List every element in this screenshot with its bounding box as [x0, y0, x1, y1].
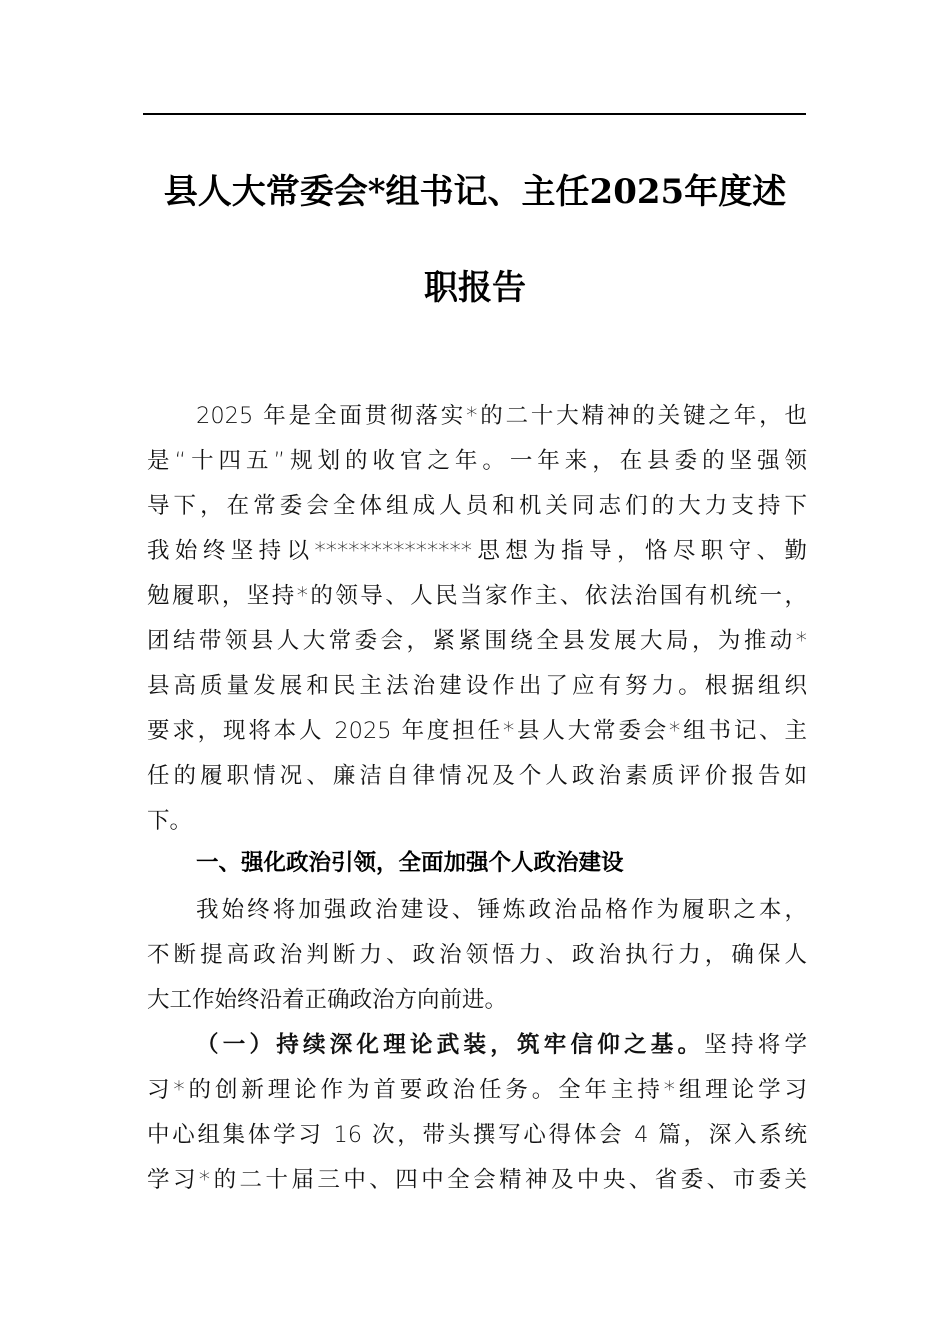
body-line: 中心组集体学习 16 次，带头撰写心得体会 4 篇，深入系统	[147, 1122, 807, 1148]
body-line: 勉履职，坚持*的领导、人民当家作主、依法治国有机统一，	[147, 583, 807, 609]
body-line: 县高质量发展和民主法治建设作出了应有努力。根据组织	[147, 673, 807, 699]
header-rule	[143, 113, 806, 115]
body-line: 我始终坚持以**************思想为指导，恪尽职守、勤	[147, 538, 807, 564]
body-line: 学习*的二十届三中、四中全会精神及中央、省委、市委关	[147, 1167, 807, 1193]
body-line: 任的履职情况、廉洁自律情况及个人政治素质评价报告如	[147, 763, 807, 789]
document-title-line-2: 职报告	[424, 268, 526, 308]
body-line: 是“十四五”规划的收官之年。一年来，在县委的坚强领	[147, 448, 807, 474]
document-title-line-1: 县人大常委会*组书记、主任2025年度述	[163, 172, 787, 212]
body-line: 要求，现将本人 2025 年度担任*县人大常委会*组书记、主	[147, 718, 807, 744]
subsection-first-line	[196, 1023, 807, 1068]
body-line: 下。	[147, 808, 193, 834]
body-line: 导下，在常委会全体组成人员和机关同志们的大力支持下	[147, 493, 807, 519]
section-heading-1: 一、强化政治引领，全面加强个人政治建设	[196, 850, 624, 876]
subsection-heading: （一）持续深化理论武装，筑牢信仰之基。	[196, 1032, 705, 1058]
body-line: 我始终将加强政治建设、锤炼政治品格作为履职之本，	[196, 897, 807, 923]
body-line: 团结带领县人大常委会，紧紧围绕全县发展大局，为推动*	[147, 628, 807, 654]
subsection-first-line-text: 坚持将学	[704, 1032, 807, 1058]
body-line: 不断提高政治判断力、政治领悟力、政治执行力，确保人	[147, 942, 807, 968]
body-line: 习*的创新理论作为首要政治任务。全年主持*组理论学习	[147, 1077, 807, 1103]
body-line: 2025 年是全面贯彻落实*的二十大精神的关键之年，也	[196, 403, 807, 429]
body-line: 大工作始终沿着正确政治方向前进。	[147, 987, 508, 1013]
